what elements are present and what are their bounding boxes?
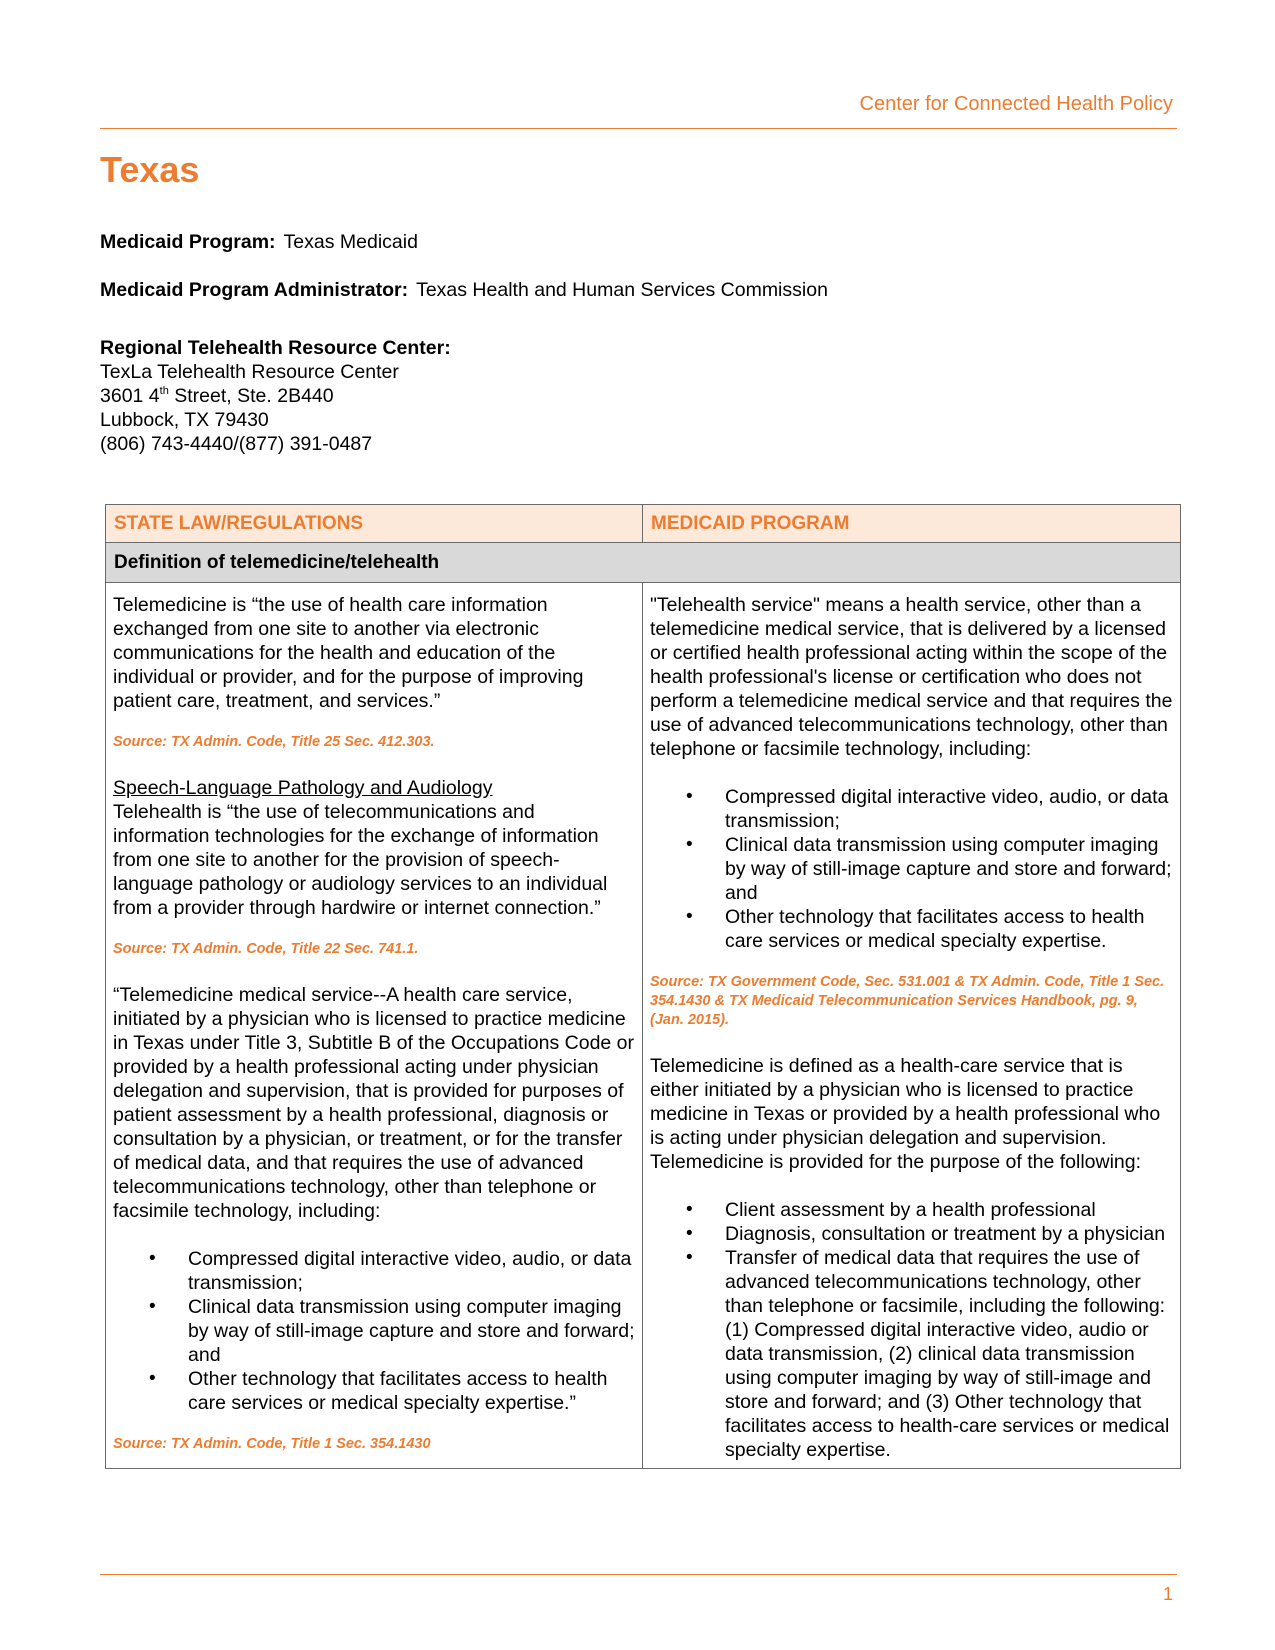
- administrator-value: Texas Health and Human Services Commission: [416, 279, 828, 301]
- medicaid-program-value: Texas Medicaid: [283, 231, 418, 253]
- table-header-row: [106, 505, 1181, 543]
- administrator-label: Medicaid Program Administrator:: [100, 279, 409, 301]
- slp-heading: Speech-Language Pathology and Audiology: [113, 777, 493, 799]
- left-paragraph-3: “Telemedicine medical service--A health care service, initiated by a physician who is licensed to practice medicine in Texas under Title 3, Subtitle B of the Occupations Code or provided by a health professional acting under physician delegation and supervision, that is provided for purposes of patient assessment by a health professional, diagnosis or consultation by a physician, or treatment, or for the transfer of medical data, and that requires the use of advanced telecommunications technology, other than telephone or facsimile technology, including:: [113, 984, 635, 1222]
- column-header-state-law: STATE LAW/REGULATIONS: [106, 505, 643, 543]
- section-heading: Definition of telemedicine/telehealth: [106, 543, 1181, 583]
- list-item: • Other technology that facilitates access to health care services or medical specialty expertise.”: [113, 1367, 636, 1415]
- right-bullet-list-2: [650, 1198, 1174, 1462]
- page-title: Texas: [100, 149, 200, 190]
- list-item: • Clinical data transmission using computer imaging by way of still-image capture and store and forward; and: [113, 1295, 636, 1367]
- header-organization: Center for Connected Health Policy: [859, 93, 1173, 115]
- left-source-3: Source: TX Admin. Code, Title 1 Sec. 354.1430: [113, 1436, 431, 1452]
- right-bullet-list-1: [650, 785, 1174, 953]
- left-paragraph-2: Telehealth is “the use of telecommunications and information technologies for the exchange of information from one site to another for the provision of speech-language pathology or audiology services to an individual from a provider through hardwire or internet connection.”: [113, 801, 608, 919]
- rtrc-street: [100, 384, 451, 408]
- table-row: [106, 583, 1181, 1469]
- medicaid-program-line: [100, 230, 418, 254]
- rtrc-city: Lubbock, TX 79430: [100, 409, 269, 431]
- administrator-line: [100, 278, 828, 302]
- header-rule: [100, 128, 1177, 129]
- medicaid-program-label: Medicaid Program:: [100, 231, 276, 253]
- rtrc-block: [100, 336, 451, 456]
- right-source-1: Source: TX Government Code, Sec. 531.001 & TX Admin. Code, Title 1 Sec. 354.1430 & TX Medicaid Telecommunication Services Handbook, pg. 9, (Jan. 2015).: [650, 974, 1165, 1028]
- right-paragraph-1: "Telehealth service" means a health service, other than a telemedicine medical service, that is delivered by a licensed or certified health professional acting within the scope of the health professional's license or certification who does not perform a telemedicine medical service and that requires the use of advanced telecommunications technology, other than telephone or facsimile technology, including:: [650, 594, 1173, 760]
- left-paragraph-1: Telemedicine is “the use of health care information exchanged from one site to another via electronic communications for the health and education of the individual or provider, and for the purpose of improving patient care, treatment, and services.”: [113, 594, 584, 712]
- page-number: 1: [1162, 1584, 1173, 1604]
- rtrc-label: Regional Telehealth Resource Center:: [100, 337, 451, 359]
- list-item: • Compressed digital interactive video, audio, or data transmission;: [113, 1247, 636, 1295]
- rtrc-street-suffix: th: [159, 384, 169, 397]
- list-item: • Diagnosis, consultation or treatment by a physician: [650, 1222, 1174, 1246]
- list-item: • Compressed digital interactive video, audio, or data transmission;: [650, 785, 1174, 833]
- right-paragraph-2: Telemedicine is defined as a health-care service that is either initiated by a physician who is licensed to practice medicine in Texas or provided by a health professional who is acting under physician delegation and supervision. Telemedicine is provided for the purpose of the following:: [650, 1055, 1161, 1173]
- rtrc-street-number: 3601 4: [100, 385, 160, 407]
- column-header-medicaid-program: MEDICAID PROGRAM: [643, 505, 1181, 543]
- rtrc-name: TexLa Telehealth Resource Center: [100, 361, 399, 383]
- rtrc-phone: (806) 743-4440/(877) 391-0487: [100, 433, 373, 455]
- list-item: • Client assessment by a health professional: [650, 1198, 1174, 1222]
- left-source-1: Source: TX Admin. Code, Title 25 Sec. 412.303.: [113, 734, 435, 750]
- list-item: • Transfer of medical data that requires the use of advanced telecommunications technology, other than telephone or facsimile, including the following: (1) Compressed digital interactive video, audio or data transmission, (2) clinical data transmission using computer imaging by way of still-image and store and forward; and (3) Other technology that facilitates access to health-care services or medical specialty expertise.: [650, 1246, 1174, 1462]
- footer-rule: [100, 1574, 1177, 1575]
- rtrc-street-rest: Street, Ste. 2B440: [168, 385, 334, 407]
- medicaid-program-cell: [643, 583, 1181, 1469]
- policy-table: [105, 504, 1181, 1469]
- list-item: • Other technology that facilitates access to health care services or medical specialty expertise.: [650, 905, 1174, 953]
- list-item: • Clinical data transmission using computer imaging by way of still-image capture and store and forward; and: [650, 833, 1174, 905]
- state-law-cell: [106, 583, 643, 1469]
- left-source-2: Source: TX Admin. Code, Title 22 Sec. 741.1.: [113, 941, 419, 957]
- section-row: [106, 543, 1181, 583]
- left-bullet-list: [113, 1247, 636, 1415]
